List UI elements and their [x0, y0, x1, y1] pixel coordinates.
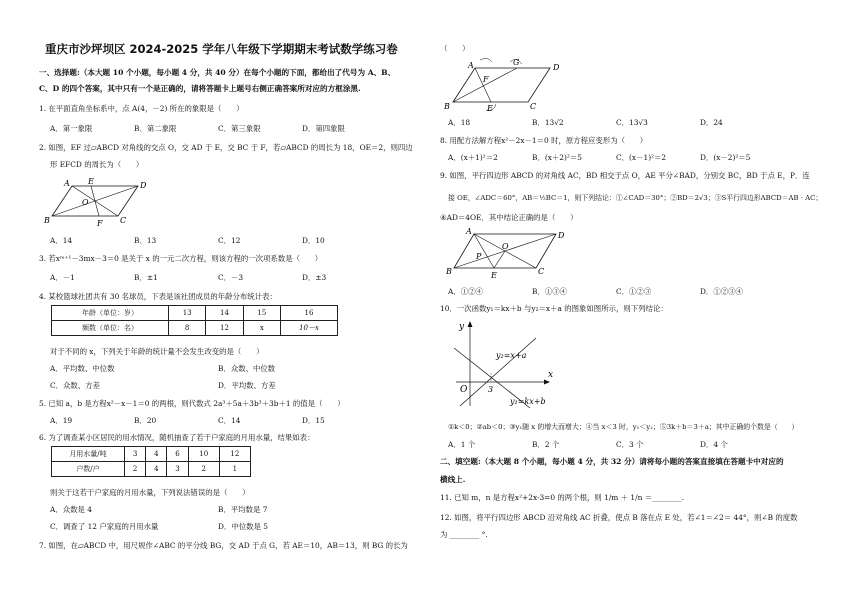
- q2-figure: [44, 176, 150, 228]
- q9-label-b: B: [446, 267, 452, 276]
- q6-stem: 6. 为了调查某小区居民的用水情况，随机抽查了若干户家庭的月用水量，结果如表：: [39, 433, 315, 442]
- q7-stem-continued: （ ）: [440, 44, 470, 53]
- q4-stem2: 对于不同的 x，下列关于年龄的统计量不会发生改变的是（ ）: [50, 347, 264, 356]
- q7-label-a: A: [468, 61, 474, 70]
- table-cell: 6: [167, 447, 188, 462]
- q2-option-b[interactable]: B．13: [134, 236, 157, 245]
- q9-option-d[interactable]: D．①②③④: [700, 287, 743, 296]
- table-row: [52, 462, 251, 477]
- q7-option-d[interactable]: D．24: [700, 118, 723, 127]
- q3-option-b[interactable]: B．±1: [134, 273, 158, 282]
- q9-label-a: A: [466, 227, 472, 236]
- page-title: 重庆市沙坪坝区 2024-2025 学年八年级下学期期末考试数学练习卷: [45, 42, 398, 56]
- q10-option-d[interactable]: D．4 个: [700, 440, 728, 449]
- q7-label-d: D: [553, 63, 560, 72]
- table-row: [52, 447, 251, 462]
- q9-label-d: D: [558, 231, 565, 240]
- q9-option-a[interactable]: A．①②④: [448, 287, 483, 296]
- q1-option-b[interactable]: B．第二象限: [134, 124, 177, 133]
- table-cell: 2: [125, 462, 146, 477]
- q2-stem-line2: 形 EFCD 的周长为（ ）: [50, 160, 144, 169]
- table-cell: 3: [125, 447, 146, 462]
- section2-header-line1: 二、填空题:（本大题 8 个小题，每小题 4 分，共 32 分）请将每小题的答案直接填在答题卡中对应的: [440, 457, 784, 466]
- q2-option-c[interactable]: C．12: [218, 236, 241, 245]
- q8-option-d[interactable]: D．(x－2)²＝5: [700, 153, 751, 162]
- q2-option-d[interactable]: D．10: [302, 236, 325, 245]
- table-cell: 3: [167, 462, 188, 477]
- q5-option-a[interactable]: A．19: [50, 416, 73, 425]
- table-cell: 15: [243, 306, 280, 321]
- table-cell: 年龄（单位：岁）: [52, 306, 169, 321]
- table-cell: 13: [169, 306, 206, 321]
- table-cell: 4: [146, 447, 167, 462]
- table-cell: 8: [169, 321, 206, 336]
- q7-option-a[interactable]: A．18: [448, 118, 471, 127]
- q5-option-d[interactable]: D．15: [302, 416, 325, 425]
- q11-stem: 11. 已知 m，n 是方程x²+2x-3=0 的两个根，则 1/m ＋ 1/n ＝________.: [440, 493, 685, 502]
- q3-option-a[interactable]: A．－1: [50, 273, 75, 282]
- q1-option-d[interactable]: D．第四象限: [302, 124, 345, 133]
- q9-stem-line2: 接 OE，∠ADC＝60°，AB＝½BC＝1，则下列结论：①∠CAD＝30°；②BD＝2√3；③S平行四边形ABCD＝AB · AC；: [448, 194, 823, 202]
- q4-option-d[interactable]: D．平均数、方差: [218, 381, 276, 390]
- q5-option-c[interactable]: C．14: [218, 416, 241, 425]
- q4-table: [51, 305, 338, 336]
- q12-stem-line1: 12. 如图，将平行四边形 ABCD 沿对角线 AC 折叠，使点 B 落在点 E 处，若∠1＝∠2＝ 44°，则∠B 的度数: [440, 513, 798, 522]
- q9-figure: [446, 227, 565, 282]
- q1-option-c[interactable]: C．第三象限: [218, 124, 261, 133]
- q7-stem: 7. 如图，在▱ABCD 中，用尺规作∠ABC 的平分线 BG，交 AD 于点 G，若 AE＝10，AB＝13，则 BG 的长为: [39, 541, 408, 550]
- q10-option-c[interactable]: C．3 个: [616, 440, 644, 449]
- q10-tick-3: 3: [488, 385, 494, 394]
- q2-label-o: O: [82, 198, 89, 207]
- q7-label-e: E: [487, 104, 493, 113]
- table-cell: x: [243, 321, 280, 336]
- q2-label-f: F: [97, 219, 103, 228]
- q3-option-c[interactable]: C．－3: [218, 273, 244, 282]
- q2-stem-line1: 2. 如图，EF 过▱ABCD 对角线的交点 O，交 AD 于 E，交 BC 于 F，若▱ABCD 的周长为 18，OE＝2，则四边: [39, 143, 413, 152]
- q10-origin-label: O: [460, 385, 468, 395]
- q9-label-p: P: [476, 252, 482, 261]
- q10-x-axis-label: x: [548, 370, 554, 380]
- q10-graph: [454, 320, 574, 414]
- q6-option-d[interactable]: D．中位数是 5: [218, 522, 268, 531]
- q8-option-a[interactable]: A．(x＋1)²＝2: [448, 153, 498, 162]
- q12-stem-line2: 为 ________ °.: [440, 530, 488, 539]
- table-cell: 月用水量/吨: [52, 447, 125, 462]
- q2-label-a: A: [64, 179, 70, 188]
- q9-label-e: E: [491, 271, 497, 280]
- table-cell: 4: [146, 462, 167, 477]
- table-cell: 频数（单位：名）: [52, 321, 169, 336]
- q4-option-c[interactable]: C．众数、方差: [50, 381, 100, 390]
- q1-stem: 1. 在平面直角坐标系中，点 A(4，－2) 所在的象限是（ ）: [39, 104, 244, 113]
- q6-stem2: 则关于这若干户家庭的月用水量，下列说法错误的是（ ）: [50, 488, 250, 497]
- q7-label-g: G: [513, 58, 520, 67]
- q4-option-b[interactable]: B．众数、中位数: [218, 364, 276, 373]
- q3-option-d[interactable]: D．±3: [302, 273, 327, 282]
- section1-header-line2: C、D 的四个答案，其中只有一个是正确的，请将答题卡上题号右侧正确答案所对应的方框涂黑.: [39, 84, 361, 93]
- q6-option-b[interactable]: B．平均数是 7: [218, 505, 268, 514]
- table-cell: 1: [219, 462, 250, 477]
- q7-label-b: B: [444, 102, 450, 111]
- q8-stem: 8. 用配方法解方程x²－2x－1＝0 时，原方程应变形为（ ）: [440, 136, 648, 145]
- q2-label-d: D: [140, 181, 147, 190]
- q10-y-axis-label: y: [459, 322, 465, 332]
- q9-label-c: C: [538, 267, 545, 276]
- q2-label-c: C: [120, 216, 127, 225]
- q4-stem: 4. 某校篮球社团共有 30 名球员，下表是该社团成员的年龄分布统计表：: [39, 292, 277, 301]
- table-cell: 12: [206, 321, 243, 336]
- q7-option-c[interactable]: C．13√3: [616, 118, 648, 127]
- q9-option-b[interactable]: B．①③④: [532, 287, 567, 296]
- table-cell: 10－x: [281, 321, 338, 336]
- q5-stem: 5. 已知 a，b 是方程x²－x－1＝0 的两根，则代数式 2a³＋5a＋3b³＋3b＋1 的值是（ ）: [39, 399, 345, 408]
- section1-header-line1: 一、选择题:（本大题 10 个小题，每小题 4 分，共 40 分）在每个小题的下面，都给出了代号为 A、B、: [39, 68, 396, 77]
- q5-option-b[interactable]: B．20: [134, 416, 157, 425]
- table-row: [52, 306, 338, 321]
- q2-option-a[interactable]: A．14: [50, 236, 73, 245]
- q9-stem-line1: 9. 如图，平行四边形 ABCD 的对角线 AC，BD 相交于点 O，AE 平分∠BAD，分别交 BC，BD 于点 E，P．连: [440, 171, 810, 180]
- q9-option-c[interactable]: C．①②③: [616, 287, 652, 296]
- table-row: [52, 321, 338, 336]
- q9-stem-line3: ④AD＝4OE．其中结论正确的是（ ）: [440, 213, 578, 222]
- q10-stem: 10．一次函数y₁＝kx＋b 与y₂＝x＋a 的图象如图所示，则下列结论：: [440, 304, 668, 313]
- q2-label-e: E: [88, 177, 94, 186]
- q8-option-b[interactable]: B．(x＋2)²＝5: [532, 153, 582, 162]
- q6-option-c[interactable]: C．调查了 12 户家庭的月用水量: [50, 522, 159, 531]
- q7-figure: [444, 58, 560, 113]
- q7-option-b[interactable]: B．13√2: [532, 118, 564, 127]
- q2-label-b: B: [44, 216, 50, 225]
- section2-header-line2: 横线上.: [440, 475, 466, 484]
- q7-label-c: C: [530, 102, 537, 111]
- q1-option-a[interactable]: A．第一象限: [50, 124, 93, 133]
- table-cell: 14: [206, 306, 243, 321]
- q4-option-a[interactable]: A．平均数、中位数: [50, 364, 115, 373]
- table-cell: 12: [219, 447, 250, 462]
- q3-stem: 3. 若xᵐ⁺¹－3mx－3＝0 是关于 x 的一元二次方程，则该方程的一次项系数是（ ）: [39, 254, 323, 263]
- table-cell: 户数/户: [52, 462, 125, 477]
- q8-option-c[interactable]: C．(x－1)²＝2: [616, 153, 667, 162]
- table-cell: 10: [188, 447, 219, 462]
- q10-y2-label: y₂=x+a: [496, 351, 527, 360]
- table-cell: 16: [281, 306, 338, 321]
- q10-conclusion: ①k＜0；②ab＜0；③y₁随 x 的增大而增大；④当 x＜3 时，y₁＜y₂；⑤3k＋b＝3＋a；其中正确的个数是（ ）: [448, 423, 799, 431]
- q9-label-o: O: [502, 242, 509, 251]
- q7-label-f: F: [483, 75, 489, 84]
- q10-y1-label: y₁=kx+b: [510, 397, 546, 406]
- table-cell: 2: [188, 462, 219, 477]
- q10-option-b[interactable]: B．2 个: [532, 440, 560, 449]
- q6-table: [51, 446, 251, 477]
- q6-option-a[interactable]: A．众数是 4: [50, 505, 92, 514]
- q10-option-a[interactable]: A．1 个: [448, 440, 476, 449]
